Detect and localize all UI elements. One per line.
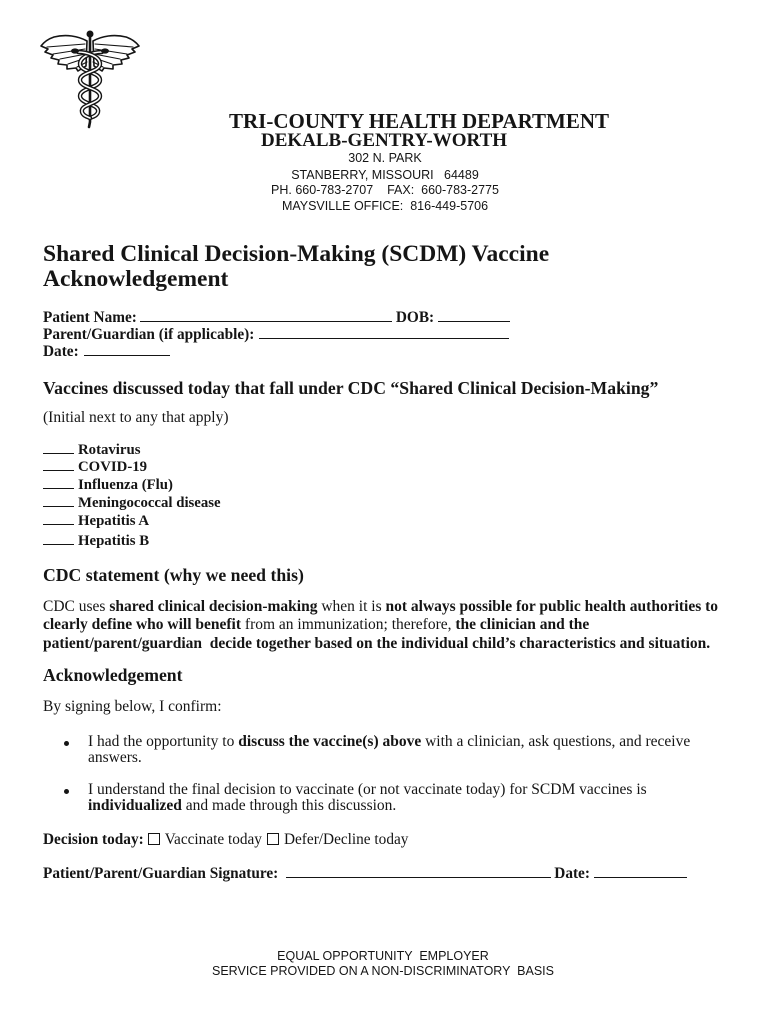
vaccine-item <box>43 476 173 494</box>
statement-emphasis: clearly define who will benefit <box>43 616 242 633</box>
bullet-text: answers. <box>88 749 142 766</box>
signature-row <box>43 865 687 883</box>
vaccine-item <box>43 458 147 476</box>
bullet-text: with a clinician, ask questions, and receive <box>421 733 691 750</box>
bullet-text: and made through this discussion. <box>181 797 397 814</box>
patient-name-row <box>43 309 510 327</box>
vaccine-name: Influenza (Flu) <box>78 477 173 493</box>
vaccinate-today-label: Vaccinate today <box>164 831 262 848</box>
statement-emphasis: patient/parent/guardian decide together based on the individual child’s characteristics and situation. <box>43 635 711 652</box>
dob-blank[interactable] <box>438 309 510 322</box>
date-label: Date: <box>43 343 79 360</box>
initial-blank[interactable] <box>43 494 74 507</box>
form-title-line-1: Shared Clinical Decision-Making (SCDM) Vaccine <box>43 241 550 267</box>
bullet-text: I understand the final decision to vaccinate (or not vaccinate today) for SCDM vaccines is <box>88 781 647 798</box>
bullet-emphasis: individualized <box>88 797 182 814</box>
initial-blank[interactable] <box>43 532 74 545</box>
statement-emphasis: shared clinical decision-making <box>109 598 318 615</box>
statement-emphasis: the clinician and the <box>455 616 590 633</box>
vaccine-name: Rotavirus <box>78 442 141 458</box>
dob-label: DOB: <box>395 309 435 326</box>
vaccines-instruction: (Initial next to any that apply) <box>43 409 229 426</box>
statement-text: CDC uses <box>43 598 110 615</box>
form-title-line-2: Acknowledgement <box>43 266 229 292</box>
bullet-icon <box>64 789 69 794</box>
parent-guardian-label: Parent/Guardian (if applicable): <box>43 326 255 343</box>
vaccine-name: Meningococcal disease <box>78 495 221 511</box>
defer-decline-checkbox[interactable] <box>267 833 279 845</box>
patient-name-blank[interactable] <box>140 309 392 322</box>
signature-label: Patient/Parent/Guardian Signature: <box>43 865 279 882</box>
org-name: TRI-COUNTY HEALTH DEPARTMENT <box>228 109 610 133</box>
parent-guardian-blank[interactable] <box>259 326 509 339</box>
initial-blank[interactable] <box>43 441 74 454</box>
vaccine-item <box>43 532 149 550</box>
cdc-statement-line <box>43 616 589 634</box>
decision-label: Decision today: <box>43 831 144 848</box>
caduceus-logo <box>38 28 142 130</box>
bullet-line <box>88 749 142 767</box>
initial-blank[interactable] <box>43 476 74 489</box>
acknowledgement-heading: Acknowledgement <box>43 665 183 685</box>
vaccine-item <box>43 512 149 530</box>
date-row <box>43 343 170 361</box>
vaccine-name: Hepatitis B <box>78 533 150 549</box>
city-state-zip: STANBERRY, MISSOURI 64489 <box>291 168 479 182</box>
cdc-statement-line <box>43 598 718 616</box>
vaccines-heading: Vaccines discussed today that fall under CDC “Shared Clinical Decision-Making” <box>43 378 659 398</box>
vaccine-name: COVID-19 <box>78 459 148 475</box>
bullet-line <box>88 797 396 815</box>
vaccinate-today-checkbox[interactable] <box>148 833 160 845</box>
vaccine-item <box>43 494 221 512</box>
footer-equal-opportunity: EQUAL OPPORTUNITY EMPLOYER <box>277 949 489 963</box>
signature-date-label: Date: <box>554 865 590 882</box>
statement-emphasis: not always possible for public health authorities to <box>385 598 719 615</box>
bullet-emphasis: discuss the vaccine(s) above <box>238 733 422 750</box>
bullet-line <box>88 733 690 751</box>
cdc-statement-heading: CDC statement (why we need this) <box>43 565 304 585</box>
signature-date-blank[interactable] <box>594 865 687 878</box>
bullet-text: I had the opportunity to <box>88 733 239 750</box>
signature-blank[interactable] <box>286 865 551 878</box>
date-blank[interactable] <box>84 343 170 356</box>
decision-row <box>43 831 408 849</box>
footer-non-discriminatory: SERVICE PROVIDED ON A NON-DISCRIMINATORY BASIS <box>212 964 554 978</box>
vaccine-name: Hepatitis A <box>78 513 150 529</box>
defer-decline-label: Defer/Decline today <box>283 831 409 848</box>
maysville-office: MAYSVILLE OFFICE: 816-449-5706 <box>281 199 489 213</box>
acknowledgement-intro: By signing below, I confirm: <box>43 698 222 715</box>
cdc-statement-line <box>43 635 710 653</box>
patient-name-label: Patient Name: <box>43 309 137 326</box>
initial-blank[interactable] <box>43 512 74 525</box>
bullet-icon <box>64 741 69 746</box>
phone-fax: PH. 660-783-2707 FAX: 660-783-2775 <box>271 183 499 197</box>
street-address: 302 N. PARK <box>348 151 422 165</box>
counties-line: DEKALB-GENTRY-WORTH <box>260 130 508 151</box>
initial-blank[interactable] <box>43 458 74 471</box>
statement-text: when it is <box>317 598 386 615</box>
statement-text: from an immunization; therefore, <box>241 616 456 633</box>
vaccine-item <box>43 441 140 459</box>
parent-guardian-row <box>43 326 509 344</box>
